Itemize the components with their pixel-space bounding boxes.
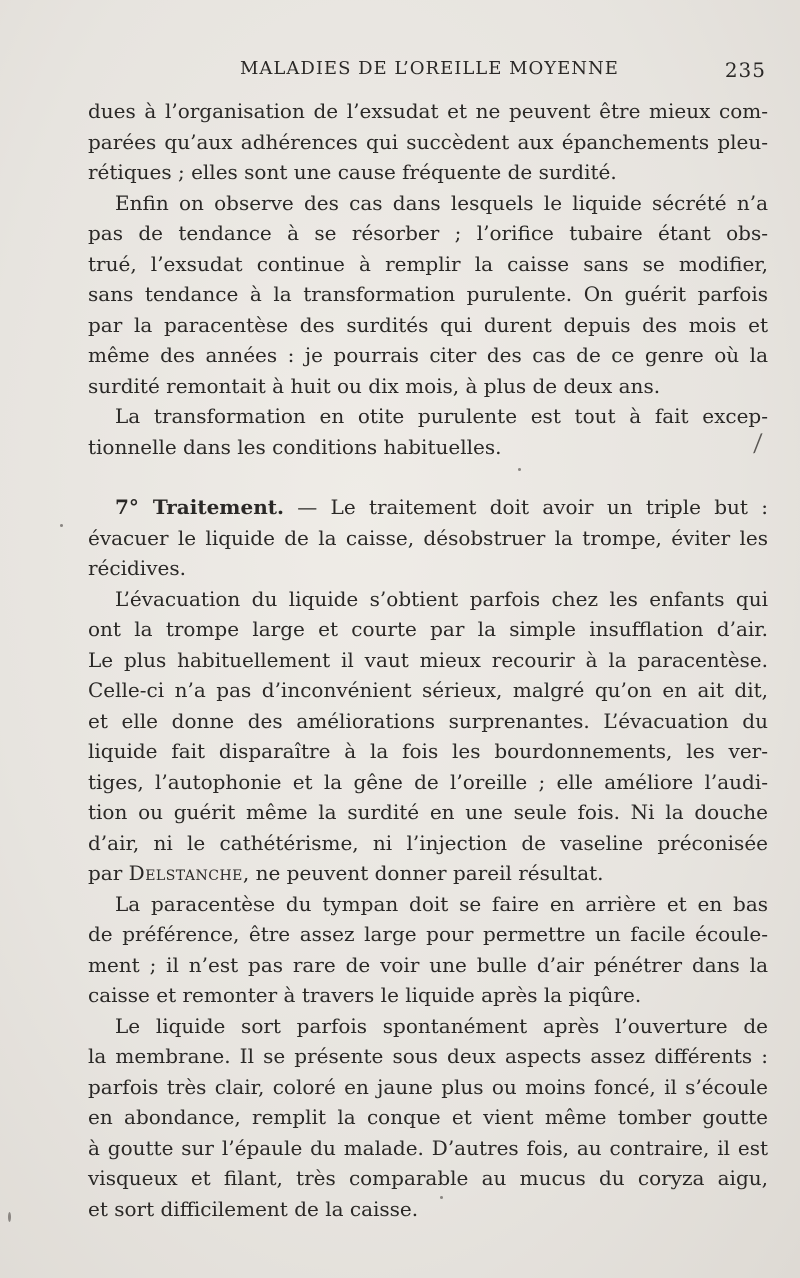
- text-line: rétiques ; elles sont une cause fréquente de surdité.: [88, 160, 617, 184]
- text-fragment: , ne peuvent donner pareil résultat.: [242, 861, 604, 885]
- text-line: La paracentèse du tympan doit se faire en arrière et en bas: [115, 891, 768, 916]
- text-line: trué, l’exsudat continue à remplir la caisse sans se modifier,: [88, 251, 768, 276]
- section-heading-line: [88, 492, 768, 523]
- text-line: caisse et remonter à travers le liquide après la piqûre.: [88, 983, 642, 1007]
- author-name: Delstanche: [128, 861, 243, 885]
- text-line: d’air, ni le cathétérisme, ni l’injection de vaseline préconisée: [88, 830, 768, 855]
- text-line: la membrane. Il se présente sous deux aspects assez différents :: [88, 1044, 768, 1068]
- section-heading: 7° Traitement.: [115, 495, 284, 519]
- text-line: visqueux et filant, très comparable au mucus du coryza aigu,: [88, 1166, 768, 1190]
- heading-continuation: — Le traitement doit avoir un triple but :: [283, 495, 768, 519]
- text-line: Le liquide sort parfois spontanément après l’ouverture de: [115, 1013, 768, 1038]
- running-title: MALADIES DE L’OREILLE MOYENNE: [240, 58, 619, 79]
- text-line: évacuer le liquide de la caisse, désobstruer la trompe, éviter les: [88, 525, 768, 550]
- text-line: surdité remontait à huit ou dix mois, à plus de deux ans.: [88, 373, 661, 398]
- text-line: parées qu’aux adhérences qui succèdent aux épanchements pleu-: [88, 129, 768, 154]
- text-line: tion ou guérit même la surdité en une seule fois. Ni la douche: [88, 800, 768, 824]
- text-line: sans tendance à la transformation purulente. On guérit parfois: [88, 282, 768, 306]
- page-number: 235: [724, 58, 766, 82]
- text-line: Celle-ci n’a pas d’inconvénient sérieux, malgré qu’on en ait dit,: [88, 678, 768, 702]
- text-line: par la paracentèse des surdités qui durent depuis des mois et: [88, 312, 768, 337]
- text-line: pas de tendance à se résorber ; l’orifice tubaire étant obs-: [88, 221, 768, 245]
- text-line: à goutte sur l’épaule du malade. D’autres fois, au contraire, il est: [88, 1135, 768, 1160]
- text-line: tionnelle dans les conditions habituelles.: [88, 434, 502, 459]
- text-line: [88, 858, 768, 889]
- pencil-mark-icon: ⁄: [753, 429, 763, 459]
- ink-speck: [518, 468, 521, 471]
- text-line: en abondance, remplit la conque et vient même tomber goutte: [88, 1105, 768, 1129]
- text-line: Le plus habituellement il vaut mieux recourir à la paracentèse.: [88, 647, 768, 672]
- text-line: La transformation en otite purulente est tout à fait excep-: [115, 404, 768, 428]
- body-text: [88, 96, 768, 1224]
- ink-speck: [60, 524, 63, 527]
- text-line: Enfin on observe des cas dans lesquels le liquide sécrété n’a: [115, 190, 768, 215]
- text-line: de préférence, être assez large pour permettre un facile écoule-: [88, 922, 768, 946]
- text-line: tiges, l’autophonie et la gêne de l’oreille ; elle améliore l’audi-: [88, 769, 768, 794]
- text-line: liquide fait disparaître à la fois les bourdonnements, les ver-: [88, 739, 768, 763]
- ink-speck: [8, 1212, 11, 1222]
- text-line: récidives.: [88, 556, 186, 580]
- text-line: ment ; il n’est pas rare de voir une bulle d’air pénétrer dans la: [88, 952, 768, 977]
- text-line: dues à l’organisation de l’exsudat et ne peuvent être mieux com-: [88, 99, 768, 123]
- text-fragment: par: [88, 861, 129, 885]
- text-line: et sort difficilement de la caisse.: [88, 1196, 419, 1221]
- section-gap: [88, 462, 768, 492]
- text-line: et elle donne des améliorations surprenantes. L’évacuation du: [88, 708, 768, 733]
- text-line: ont la trompe large et courte par la simple insufflation d’air.: [88, 617, 768, 641]
- text-line: même des années : je pourrais citer des cas de ce genre où la: [88, 343, 768, 367]
- ink-speck: [440, 1196, 443, 1199]
- text-line: L’évacuation du liquide s’obtient parfois chez les enfants qui: [115, 586, 768, 611]
- text-line: parfois très clair, coloré en jaune plus ou moins foncé, il s’écoule: [88, 1074, 768, 1099]
- page-header: [90, 56, 768, 86]
